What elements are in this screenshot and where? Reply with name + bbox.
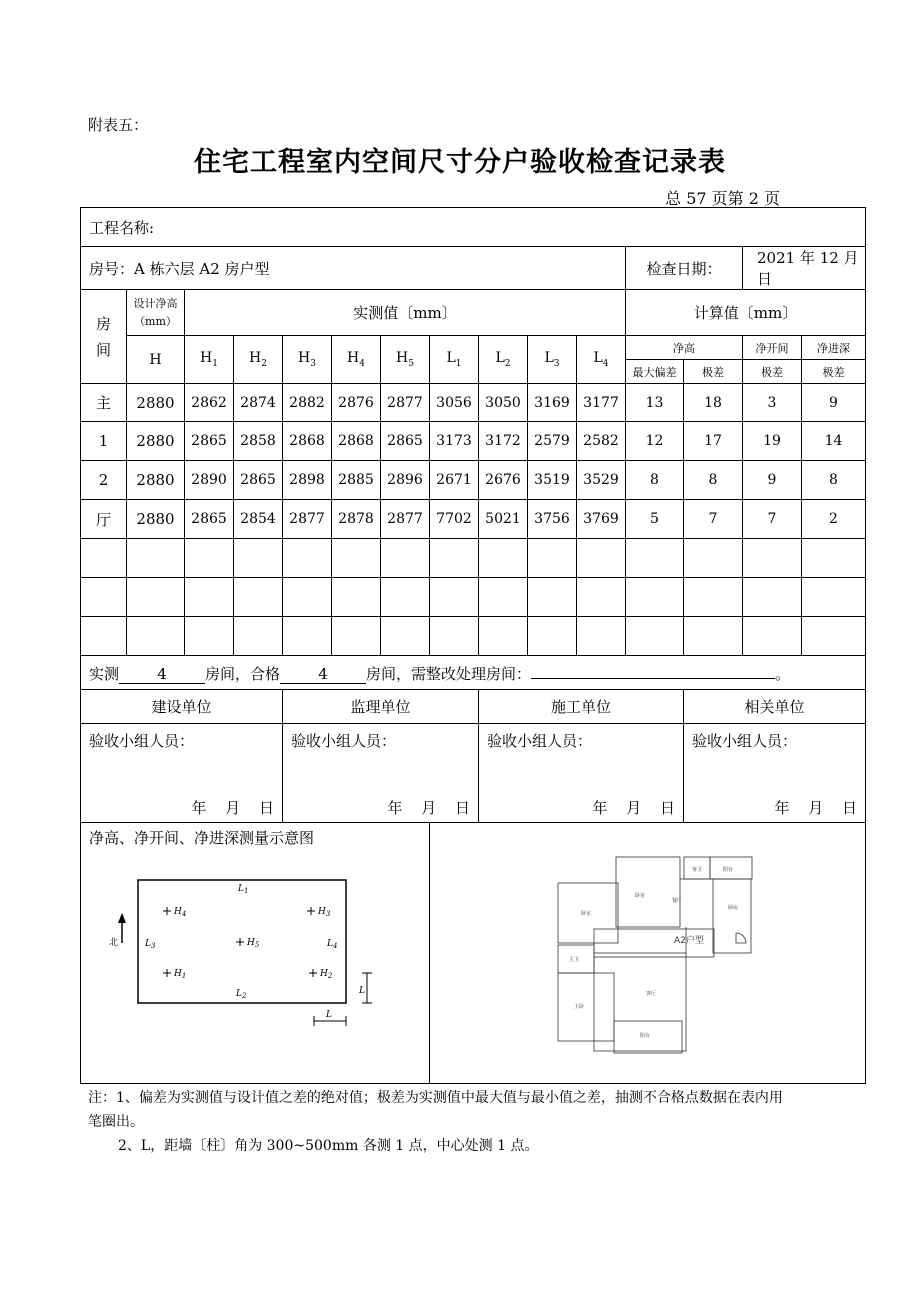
room-column-label: 房间 — [95, 314, 111, 359]
empty-row — [81, 617, 866, 656]
label-h3: H — [318, 907, 326, 917]
check-date-label: 检查日期： — [626, 247, 743, 290]
unit-supervision: 监理单位 — [283, 690, 479, 724]
signature-cell — [81, 724, 283, 823]
value-cell: 2876 — [332, 384, 381, 422]
value-cell: 3169 — [528, 384, 577, 422]
signature-cell — [684, 724, 866, 823]
l3-header: $L_3$ — [528, 336, 577, 384]
value-cell: 3769 — [577, 500, 626, 539]
value-cell: 2877 — [283, 500, 332, 539]
room-label-master-bedroom: 主卧 — [574, 1004, 585, 1010]
measurement-diagram-cell — [81, 823, 430, 1084]
calc-cell: 5 — [626, 500, 684, 539]
table-row — [81, 384, 866, 422]
l4-header: $L_4$ — [577, 336, 626, 384]
measurement-diagram — [81, 823, 430, 1084]
note-line-2: 2、L，距墙〔柱〕角为 300~500mm 各测 1 点，中心处测 1 点。 — [118, 1138, 539, 1154]
label-h1: H — [174, 969, 182, 979]
unit-construction: 建设单位 — [81, 690, 283, 724]
range-header: 极差 — [743, 360, 802, 384]
value-cell: 2898 — [283, 461, 332, 500]
value-cell: 2877 — [381, 384, 430, 422]
l2-header: $L_2$ — [479, 336, 528, 384]
signature-members-label: 验收小组人员： — [692, 732, 798, 750]
room-label-kitchen: 厨房 — [728, 905, 739, 911]
check-date-value: 2021 年 12 月 日 — [743, 247, 866, 290]
summary-pass-label: 房间，合格 — [205, 664, 281, 683]
calc-cell: 8 — [626, 461, 684, 500]
unit-related: 相关单位 — [684, 690, 866, 724]
h-header: H — [127, 336, 185, 384]
crosshair-icon — [309, 969, 317, 977]
calc-cell: 12 — [626, 422, 684, 461]
summary-fix-label: 房间，需整改处理房间： — [366, 664, 532, 683]
room-label-master-bath: 主卫 — [569, 957, 580, 963]
value-cell: 2865 — [185, 500, 234, 539]
calc-cell: 3 — [743, 384, 802, 422]
value-cell: 3756 — [528, 500, 577, 539]
calc-cell: 14 — [802, 422, 866, 461]
value-cell: 2865 — [234, 461, 283, 500]
value-cell: 3050 — [479, 384, 528, 422]
calc-cell: 7 — [743, 500, 802, 539]
appendix-label: 附表五： — [88, 116, 149, 134]
calc-cell: 13 — [626, 384, 684, 422]
empty-row — [81, 578, 866, 617]
label-l1: L — [238, 884, 244, 894]
calc-cell: 8 — [802, 461, 866, 500]
room-label-living: 客厅 — [646, 991, 657, 997]
dimension-l-horizontal: L — [326, 1010, 332, 1020]
value-cell: 2868 — [283, 422, 332, 461]
room-label-bedroom: 卧室 — [581, 911, 592, 917]
room-number-label: 房号：A 栋六层 A2 房户型 — [81, 247, 626, 290]
unit-builder: 施工单位 — [479, 690, 684, 724]
signature-cell — [283, 724, 479, 823]
project-name-label: 工程名称: — [81, 208, 866, 247]
value-cell: 2865 — [185, 422, 234, 461]
room-cell: 主 — [81, 384, 127, 422]
label-h5: H — [247, 938, 255, 948]
calc-cell: 18 — [684, 384, 743, 422]
calc-cell: 9 — [802, 384, 866, 422]
crosshair-icon — [236, 938, 244, 946]
value-cell: 3056 — [430, 384, 479, 422]
calc-cell: 9 — [743, 461, 802, 500]
summary-pass-count: 4 — [280, 665, 366, 684]
summary-measured-count: 4 — [119, 665, 205, 684]
room-cell: 厅 — [81, 500, 127, 539]
room-label-balcony: 阳台 — [640, 1033, 651, 1039]
value-cell: 3519 — [528, 461, 577, 500]
value-cell: 3177 — [577, 384, 626, 422]
plan-name: A2户型 — [674, 936, 704, 946]
value-cell: 2890 — [185, 461, 234, 500]
crosshair-icon — [163, 907, 171, 915]
design-height-cell: 2880 — [127, 461, 185, 500]
svg-text:L4: $L_4$ — [327, 939, 338, 950]
net-height-header: 净高 — [626, 336, 743, 360]
table-row — [81, 500, 866, 539]
label-h2: H — [320, 969, 328, 979]
summary-end: 。 — [775, 664, 791, 683]
h5-header: $H_5$ — [381, 336, 430, 384]
signature-date: 年 月 日 — [191, 799, 274, 817]
calc-cell: 17 — [684, 422, 743, 461]
value-cell: 2862 — [185, 384, 234, 422]
value-cell: 2885 — [332, 461, 381, 500]
signature-date: 年 月 日 — [592, 799, 675, 817]
range-header: 极差 — [684, 360, 743, 384]
label-l3: L — [145, 939, 151, 949]
value-cell: 3173 — [430, 422, 479, 461]
svg-text:H4: $H_4$ — [174, 907, 187, 918]
svg-text:L3: $L_3$ — [145, 939, 156, 950]
svg-text:H3: $H_3$ — [318, 907, 331, 918]
value-cell: 2874 — [234, 384, 283, 422]
calc-cell: 19 — [743, 422, 802, 461]
room-label-bedroom: 卧室 — [635, 893, 646, 899]
empty-row — [81, 539, 866, 578]
svg-text:H1: $H_1$ — [174, 969, 187, 980]
value-cell: 2582 — [577, 422, 626, 461]
value-cell: 2865 — [381, 422, 430, 461]
design-height-header: 设计净高（mm） — [127, 290, 185, 336]
room-cell: 2 — [81, 461, 127, 500]
value-cell: 2854 — [234, 500, 283, 539]
max-deviation-header: 最大偏差 — [626, 360, 684, 384]
value-cell: 2676 — [479, 461, 528, 500]
h4-header: $H_4$ — [332, 336, 381, 384]
room-label-guest-bath: 客卫 — [692, 867, 703, 873]
notes — [88, 1086, 788, 1158]
floorplan-diagram — [430, 823, 861, 1084]
diagram-caption: 净高、净开间、净进深测量示意图 — [89, 829, 315, 847]
signature-date: 年 月 日 — [774, 799, 857, 817]
value-cell: 2882 — [283, 384, 332, 422]
summary-row — [81, 656, 866, 690]
signature-members-label: 验收小组人员： — [487, 732, 593, 750]
value-cell: 3172 — [479, 422, 528, 461]
l1-header: $L_1$ — [430, 336, 479, 384]
room-column-header — [81, 290, 127, 384]
value-cell: 2868 — [332, 422, 381, 461]
calc-cell: 2 — [802, 500, 866, 539]
value-cell: 2896 — [381, 461, 430, 500]
table-row — [81, 461, 866, 500]
room-label-balcony: 阳台 — [723, 867, 734, 873]
room-cell: 1 — [81, 422, 127, 461]
label-l4: L — [327, 939, 333, 949]
svg-text:H2: $H_2$ — [320, 969, 333, 980]
h3-header: $H_3$ — [283, 336, 332, 384]
range-header: 极差 — [802, 360, 866, 384]
label-h4: H — [174, 907, 182, 917]
summary-measured-label: 实测 — [89, 664, 120, 683]
value-cell: 3529 — [577, 461, 626, 500]
dimension-l-vertical: L — [359, 986, 365, 996]
table-row — [81, 422, 866, 461]
value-cell: 7702 — [430, 500, 479, 539]
room-label-dining: 餐厅 — [672, 898, 683, 904]
summary-fix-rooms — [531, 662, 775, 679]
floorplan-cell — [430, 823, 866, 1084]
design-height-cell: 2880 — [127, 422, 185, 461]
value-cell: 5021 — [479, 500, 528, 539]
signature-cell — [479, 724, 684, 823]
crosshair-icon — [307, 907, 315, 915]
note-line-1: 注：1、偏差为实测值与设计值之差的绝对值；极差为实测值中最大值与最小值之差，抽测不合格点数据在表内用笔圈出。 — [88, 1090, 783, 1130]
value-cell: 2878 — [332, 500, 381, 539]
h1-header: $H_1$ — [185, 336, 234, 384]
svg-text:L2: $L_2$ — [236, 989, 247, 1000]
design-height-cell: 2880 — [127, 500, 185, 539]
net-depth-header: 净进深 — [802, 336, 866, 360]
signature-members-label: 验收小组人员： — [291, 732, 397, 750]
value-cell: 2858 — [234, 422, 283, 461]
calculated-header: 计算值〔mm〕 — [626, 290, 866, 336]
page-title: 住宅工程室内空间尺寸分户验收检查记录表 — [194, 147, 726, 178]
signature-date: 年 月 日 — [387, 799, 470, 817]
value-cell: 2671 — [430, 461, 479, 500]
value-cell: 2579 — [528, 422, 577, 461]
crosshair-icon — [163, 969, 171, 977]
north-label: 北 — [109, 938, 119, 948]
measured-header: 实测值〔mm〕 — [185, 290, 626, 336]
calc-cell: 8 — [684, 461, 743, 500]
inspection-table — [80, 207, 866, 1084]
page-count: 总 57 页第 2 页 — [665, 189, 780, 208]
label-l2: L — [236, 989, 242, 999]
value-cell: 2877 — [381, 500, 430, 539]
net-width-header: 净开间 — [743, 336, 802, 360]
signature-members-label: 验收小组人员： — [89, 732, 195, 750]
design-height-cell: 2880 — [127, 384, 185, 422]
svg-text:L1: $L_1$ — [238, 884, 249, 895]
calc-cell: 7 — [684, 500, 743, 539]
svg-text:H5: $H_5$ — [247, 938, 260, 949]
h2-header: $H_2$ — [234, 336, 283, 384]
